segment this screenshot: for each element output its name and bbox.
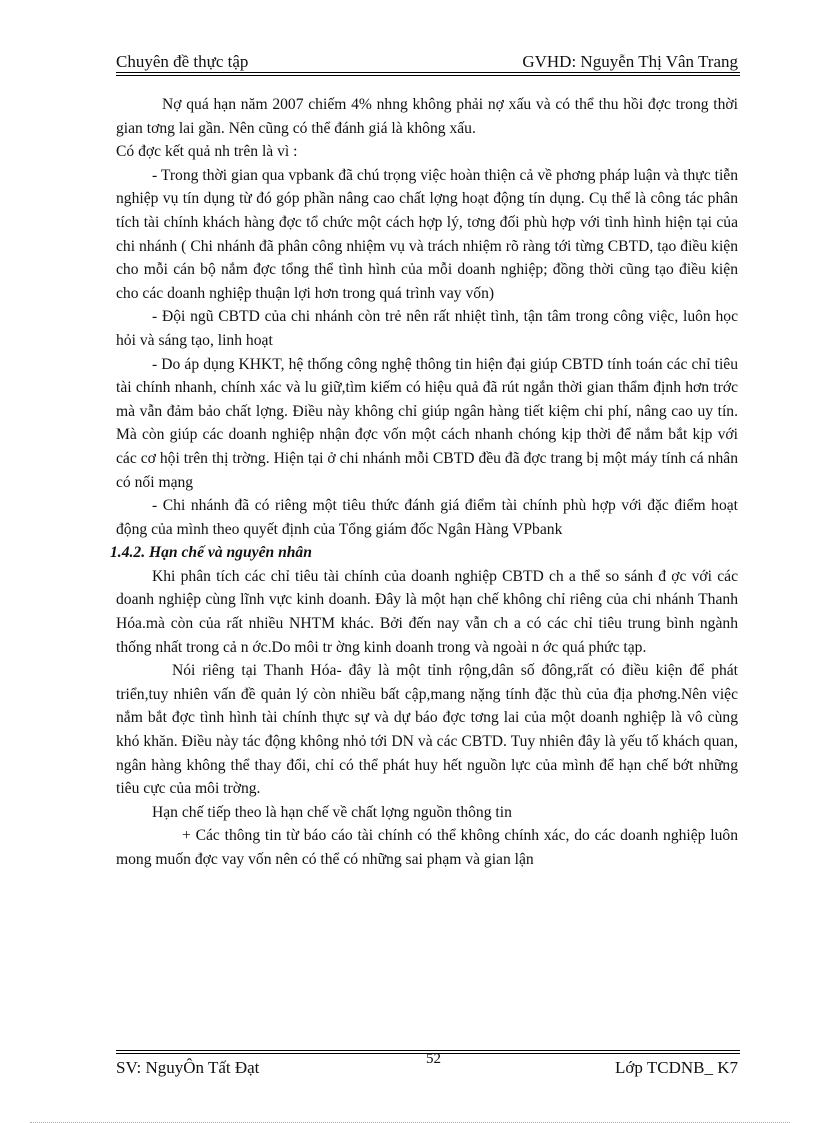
page-body [110, 93, 738, 872]
footer-class: Lớp TCDNB_ K7 [615, 1058, 738, 1077]
paragraph-info-quality: Hạn chế tiếp theo là hạn chế về chất lợng nguồn thông tin [152, 803, 512, 821]
paragraph-overdue-debt: Nợ quá hạn năm 2007 chiếm 4% nhng không phải nợ xấu và có thể thu hồi đợc trong thời gian tơng lai gần. Nên cũng có thể đánh giá là không xấu. [116, 96, 738, 137]
page-number: 52 [426, 1051, 441, 1067]
paragraph-financial-reports: + Các thông tin từ báo cáo tài chính có thể không chính xác, do các doanh nghiệp luôn mong muốn đợc vay vốn nên có thể có những sai phạm và gian lận [116, 827, 738, 868]
header-advisor: GVHD: Nguyễn Thị Vân Trang [522, 52, 738, 71]
header-left-title: Chuyên đề thực tập [116, 52, 249, 71]
paragraph-thanh-hoa: Nói riêng tại Thanh Hóa- đây là một tỉnh rộng,dân số đông,rất có điều kiện để phát triển,tuy nhiên vấn đề quản lý còn nhiều bất cập,mang nặng tính đặc thù của địa phơng.Nên việc nắm bắt đợc tình hình tài chính thực sự và dự báo đợc tơng lai của một doanh nghiệp là vô cùng khó khăn. Điều này tác động không nhỏ tới DN và các CBTD. Tuy nhiên đây là yếu tố khách quan, ngân hàng không thể thay đổi, chỉ có thể phát huy hết nguồn lực của mình để hạn chế bớt những tiêu cực của môi trờng. [116, 662, 738, 798]
paragraph-reason-technology: - Do áp dụng KHKT, hệ thống công nghệ thông tin hiện đại giúp CBTD tính toán các chỉ tiêu tài chính nhanh, chính xác và lu giữ,tìm kiếm có hiệu quả đã rút ngắn thời gian thẩm định hơn trớc mà vẫn đảm bảo chất lợng. Điều này không chỉ giúp ngân hàng tiết kiệm chi phí, nâng cao uy tín. Mà còn giúp các doanh nghiệp nhận đợc vốn một cách nhanh chóng kịp thời để nắm bắt kịp với các cơ hội trên thị trờng. Hiện tại ở chi nhánh mỗi CBTD đều đã đợc trang bị một máy tính cá nhân có nối mạng [116, 355, 738, 491]
footer-student: SV: NguyÔn Tất Đạt [116, 1058, 260, 1077]
page-header [116, 50, 738, 72]
header-rule-thin [116, 75, 740, 76]
paragraph-reason-methodology: - Trong thời gian qua vpbank đã chú trọng việc hoàn thiện cả về phơng pháp luận và thực tiễn nghiệp vụ tín dụng từ đó góp phần nâng cao chất lợng hoạt động tín dụng. Cụ thể là công tác phân tích tài chính khách hàng đợc tổ chức một cách hợp lý, tơng đối phù hợp với tình hình hiện tại của chi nhánh ( Chi nhánh đã phân công nhiệm vụ và trách nhiệm rõ ràng tới từng CBTD, tạo điều kiện cho mỗi cán bộ nắm đợc tổng thể tình hình của mỗi doanh nghiệp; đồng thời cũng tạo điều kiện cho các doanh nghiệp thuận lợi hơn trong quá trình vay vốn) [116, 166, 738, 302]
paragraph-reasons-intro: Có đợc kết quả nh trên là vì : [116, 143, 298, 161]
paragraph-limitation-comparison: Khi phân tích các chỉ tiêu tài chính của doanh nghiệp CBTD ch a thể so sánh đ ợc với các doanh nghiệp cùng lĩnh vực kinh doanh. Đây là một hạn chế không chỉ riêng của chi nhánh Thanh Hóa.mà còn của rất nhiều NHTM khác. Bởi đến nay vẫn ch a có các chỉ tiêu trung bình ngành thống nhất trong cả n ớc.Do môi tr ờng kinh doanh trong và ngoài n ớc quá phức tạp. [116, 567, 738, 656]
header-rule [116, 72, 740, 73]
paragraph-reason-criteria: - Chi nhánh đã có riêng một tiêu thức đánh giá điểm tài chính phù hợp với đặc điểm hoạt động của mình theo quyết định của Tổng giám đốc Ngân Hàng VPbank [116, 497, 738, 538]
paragraph-reason-staff: - Đội ngũ CBTD của chi nhánh còn trẻ nên rất nhiệt tình, tận tâm trong công việc, luôn học hỏi và sáng tạo, linh hoạt [116, 308, 738, 349]
section-heading: 1.4.2. Hạn chế và nguyên nhân [110, 544, 312, 562]
